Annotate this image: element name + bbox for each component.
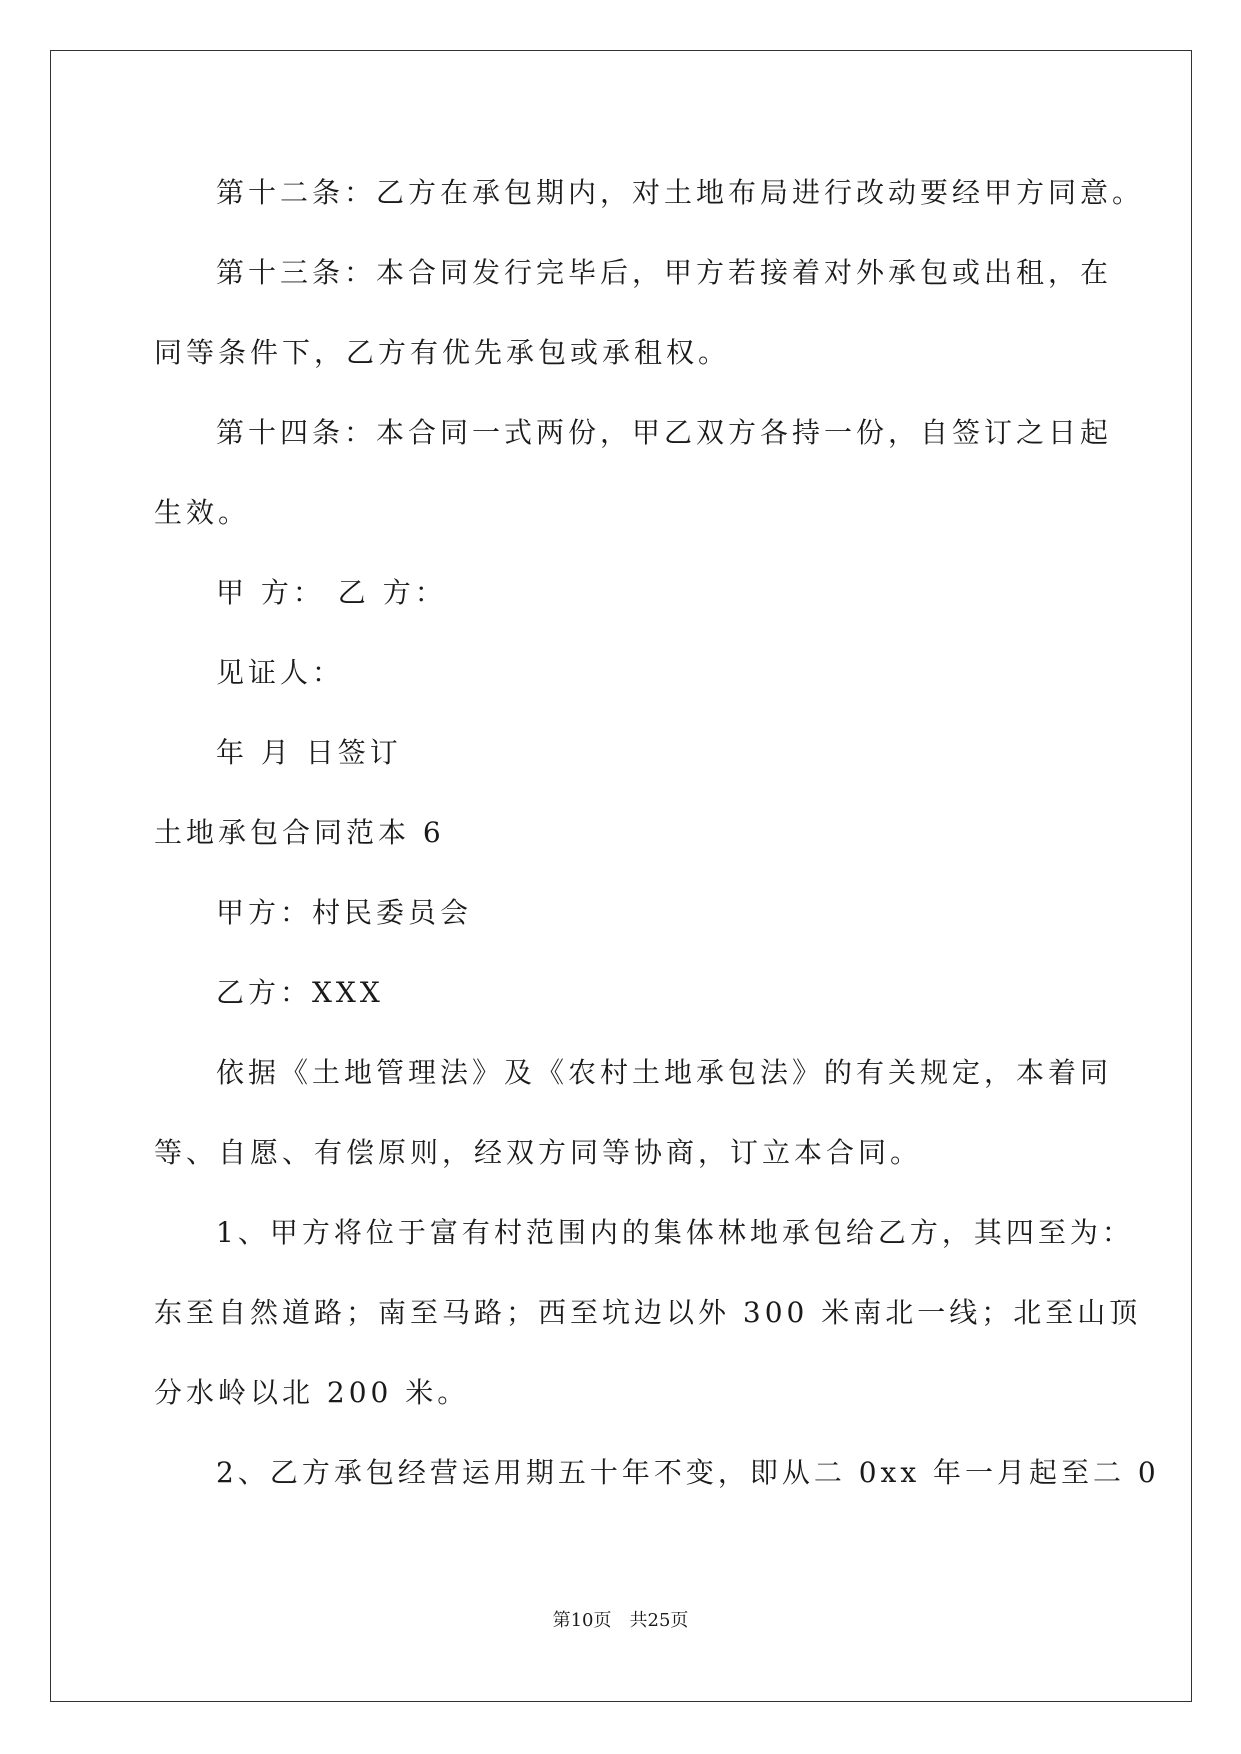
- clause-1-text: 1、甲方将位于富有村范围内的集体林地承包给乙方，其四至为：: [216, 1216, 1134, 1249]
- sign-date-line: 年 月 日签订: [216, 736, 402, 769]
- witness-line: 见证人：: [216, 656, 345, 689]
- article-12-text: 第十二条：乙方在承包期内，对土地布局进行改动要经甲方同意。: [216, 176, 1145, 209]
- article-14-continued: 生效。: [154, 496, 251, 529]
- party-b-line: 乙方：XXX: [216, 976, 384, 1009]
- page-border: [50, 50, 1192, 1702]
- preamble-continued: 等、自愿、有偿原则，经双方同等协商，订立本合同。: [154, 1136, 923, 1169]
- preamble-text: 依据《土地管理法》及《农村土地承包法》的有关规定，本着同: [216, 1056, 1113, 1089]
- section-title: 土地承包合同范本 6: [154, 816, 445, 849]
- party-a-line: 甲方：村民委员会: [216, 896, 473, 929]
- clause-1-continued-2: 分水岭以北 200 米。: [154, 1376, 470, 1409]
- clause-1-continued: 东至自然道路；南至马路；西至坑边以外 300 米南北一线；北至山顶: [154, 1296, 1142, 1329]
- party-signature-line: 甲 方： 乙 方：: [216, 576, 447, 609]
- page-number-footer: 第10页 共25页: [552, 1610, 689, 1631]
- article-13-continued: 同等条件下，乙方有优先承包或承租权。: [154, 336, 731, 369]
- article-13-text: 第十三条：本合同发行完毕后，甲方若接着对外承包或出租，在: [216, 256, 1113, 289]
- clause-2-text: 2、乙方承包经营运用期五十年不变，即从二 0xx 年一月起至二 0: [216, 1456, 1160, 1489]
- article-14-text: 第十四条：本合同一式两份，甲乙双方各持一份，自签订之日起: [216, 416, 1113, 449]
